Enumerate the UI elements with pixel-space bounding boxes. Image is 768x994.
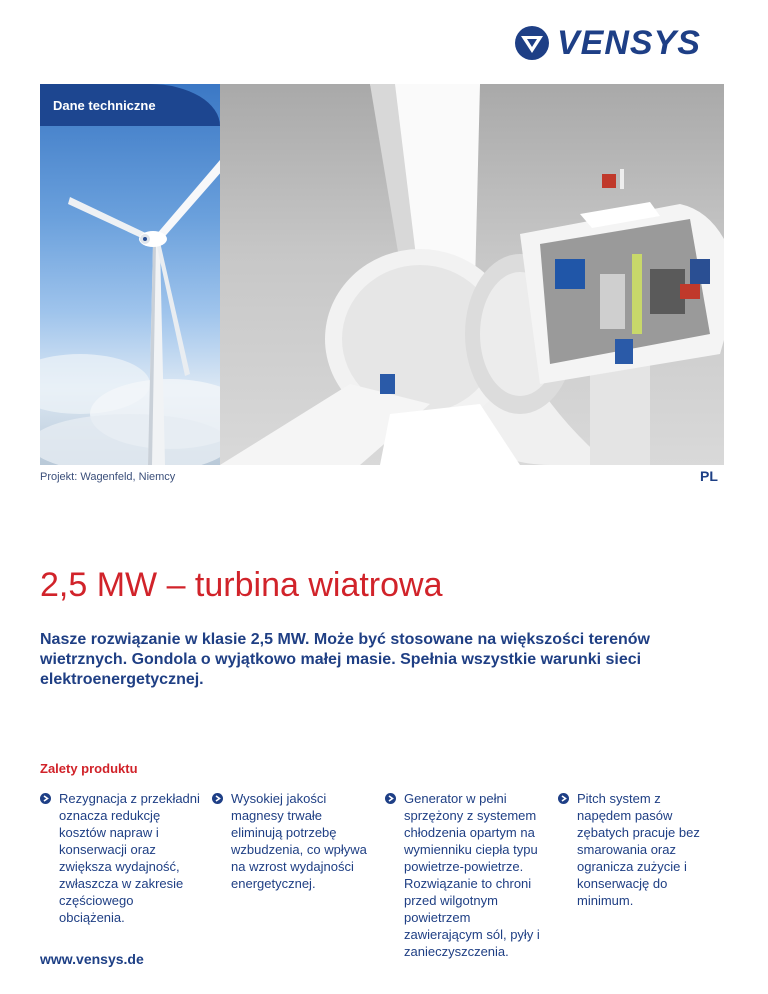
nacelle-render [220,84,724,465]
wind-turbine-photo [40,84,220,465]
sky-photo [40,84,220,465]
page-title: 2,5 MW – turbina wiatrowa [40,566,443,604]
arrow-bullet-icon [40,793,51,804]
brand-name: VENSYS [557,24,701,62]
advantage-item [558,790,718,909]
ribbon-label: Dane techniczne [53,98,156,113]
advantage-item [385,790,545,960]
arrow-bullet-icon [558,793,569,804]
photo-caption: Projekt: Wagenfeld, Niemcy [40,471,176,483]
vensys-logo [513,24,728,62]
arrow-bullet-icon [212,793,223,804]
website-link[interactable]: www.vensys.de [40,951,144,967]
advantages-heading: Zalety produktu [40,761,138,776]
advantage-text: Rezygnacja z przekładni oznacza redukcję kosztów napraw i konserwacji oraz zwiększa wydajność, zwłaszcza w zakresie częściowego obciążenia. [59,791,200,925]
language-code: PL [700,468,718,484]
lead-paragraph: Nasze rozwiązanie w klasie 2,5 MW. Może być stosowane na większości terenów wietrznych. Gondola o wyjątkowo małej masie. Spełnia wszystkie warunki sieci elektroenergetycznej. [40,631,650,688]
vensys-emblem-icon [513,25,551,61]
advantage-text: Generator w pełni sprzężony z systemem chłodzenia opartym na wymienniku ciepła typu powietrze-powietrze. Rozwiązanie to chroni przed wilgotnym powietrzem zawierającym sól, pyły i zanieczyszczenia. [404,791,540,959]
arrow-bullet-icon [385,793,396,804]
advantage-item [212,790,372,892]
advantage-text: Pitch system z napędem pasów zębatych pracuje bez smarowania oraz ogranicza zużycie i konserwację do minimum. [577,791,700,908]
advantage-text: Wysokiej jakości magnesy trwałe eliminują potrzebę wzbudzenia, co wpływa na wzrost wydajności energetycznej. [231,791,367,891]
advantage-item [40,790,200,926]
hero-image [40,84,724,465]
